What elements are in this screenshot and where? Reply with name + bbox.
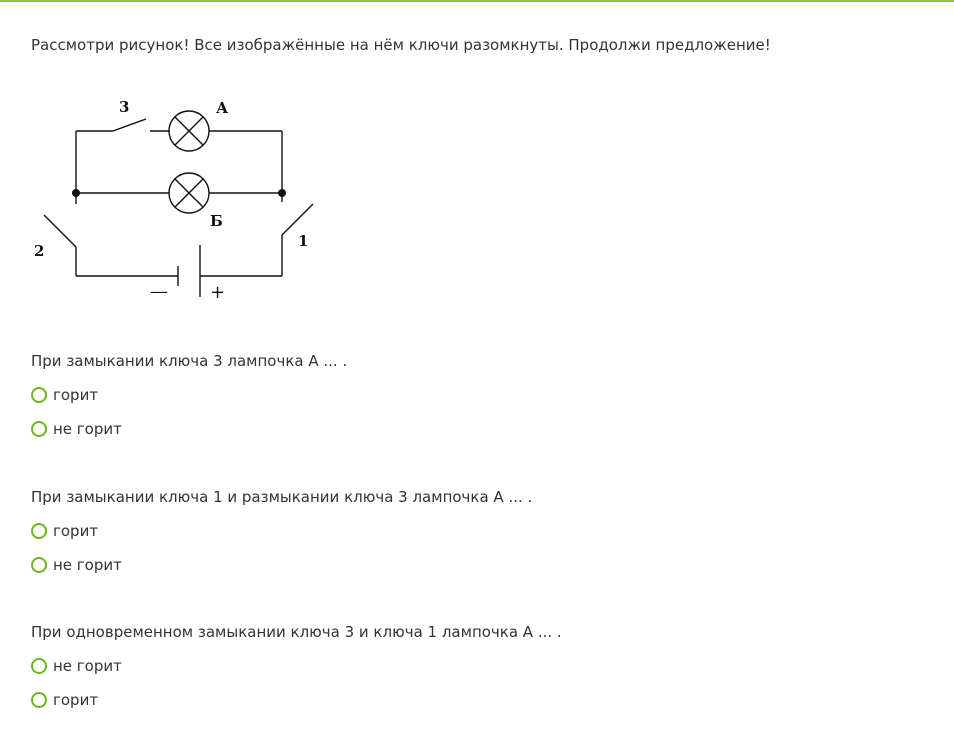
question-2-text: При замыкании ключа 1 и размыкании ключа 3 лампочка А ... . [31, 488, 533, 506]
question-2 [31, 487, 532, 575]
question-1-option-1[interactable] [31, 385, 347, 405]
label-lamp-b: Б [210, 212, 223, 230]
key-1-blade [282, 204, 313, 235]
label-key-2: 2 [34, 242, 45, 260]
question-1-text: При замыкании ключа 3 лампочка А ... . [31, 352, 348, 370]
question-1 [31, 351, 347, 439]
question-1-option-1-label[interactable]: горит [53, 386, 99, 404]
circuit-diagram [30, 92, 330, 302]
junction-right [278, 189, 286, 197]
label-minus: — [150, 281, 168, 302]
question-2-option-2[interactable] [31, 555, 532, 575]
label-lamp-a: А [216, 99, 229, 117]
label-key-1: 1 [298, 232, 309, 250]
question-1-option-2[interactable] [31, 419, 347, 439]
top-accent-bar [0, 0, 954, 2]
junction-left [72, 189, 80, 197]
question-2-option-1[interactable] [31, 521, 532, 541]
label-plus: + [210, 282, 226, 302]
question-3 [31, 622, 562, 710]
key-3-blade [113, 119, 146, 131]
question-3-option-2-label[interactable]: горит [53, 691, 99, 709]
question-3-option-2[interactable] [31, 690, 562, 710]
question-3-option-1-label[interactable]: не горит [53, 657, 122, 675]
question-3-option-1[interactable] [31, 656, 562, 676]
question-1-option-2-label[interactable]: не горит [53, 420, 122, 438]
label-key-3: 3 [119, 98, 130, 116]
task-instruction: Рассмотри рисунок! Все изображённые на нём ключи разомкнуты. Продолжи предложение! [31, 36, 771, 54]
key-2-blade [44, 215, 76, 247]
question-3-text: При одновременном замыкании ключа 3 и ключа 1 лампочка А ... . [31, 623, 562, 641]
question-2-option-2-label[interactable]: не горит [53, 556, 122, 574]
question-2-option-1-label[interactable]: горит [53, 522, 99, 540]
